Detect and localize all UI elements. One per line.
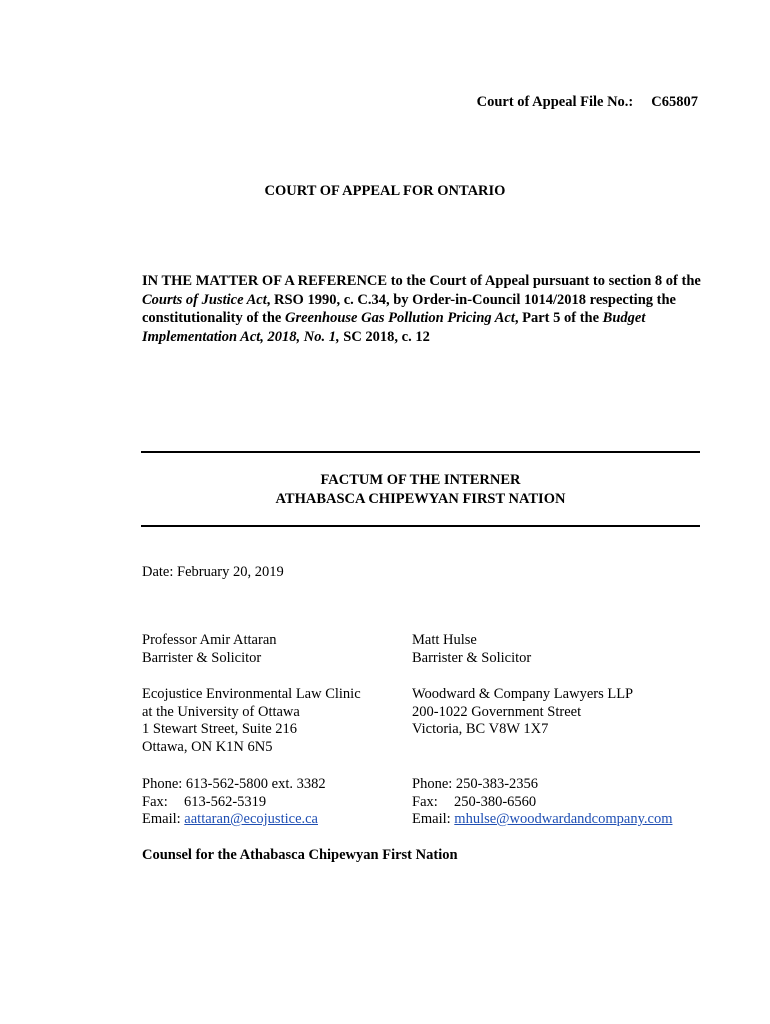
left-counsel-phone: Phone: 613-562-5800 ext. 3382 [142,776,326,792]
matter-text-4: SC 2018, c. 12 [339,328,430,345]
matter-heading [142,272,702,346]
right-counsel-fax-label: Fax: [412,793,438,810]
courts-of-justice-act: Courts of Justice Act [142,291,267,308]
court-title: COURT OF APPEAL FOR ONTARIO [264,183,506,199]
left-counsel-fax-label: Fax: [142,793,168,810]
factum-title-line-2: ATHABASCA CHIPEWYAN FIRST NATION [275,491,566,507]
bottom-divider [141,525,700,527]
counsel-for-line: Counsel for the Athabasca Chipewyan First Nation [142,847,458,863]
left-counsel-email-label: Email: [142,811,185,827]
left-counsel-address-line-2: Ottawa, ON K1N 6N5 [142,738,273,755]
factum-title [141,471,700,509]
ggppa-title: Greenhouse Gas Pollution Pricing Act [284,310,515,326]
matter-text-3: , Part 5 of the [514,310,603,326]
right-counsel-contact-block [412,776,672,829]
left-counsel-email-link[interactable]: aattaran@ecojustice.ca [184,811,318,827]
left-counsel-address-line-1: 1 Stewart Street, Suite 216 [142,721,298,737]
left-counsel-org-line-1: Ecojustice Environmental Law Clinic [142,686,361,702]
right-counsel-phone: Phone: 250-383-2356 [412,776,539,792]
left-counsel-fax: 613-562-5319 [184,793,267,810]
right-counsel-name-block [412,632,531,667]
right-counsel-name: Matt Hulse [412,632,477,648]
matter-text-1: IN THE MATTER OF A REFERENCE to the Court of Appeal pursuant to section 8 of the [142,273,701,289]
left-counsel-role: Barrister & Solicitor [142,649,262,666]
filing-date: Date: February 20, 2019 [142,564,284,580]
left-counsel-contact-block [142,776,326,829]
left-counsel-address-block [142,686,361,756]
right-counsel-role: Barrister & Solicitor [412,649,532,666]
right-counsel-address-line-1: 200-1022 Government Street [412,703,582,720]
right-counsel-fax-line [412,794,672,812]
file-number-value: C65807 [651,94,698,110]
right-counsel-email-link[interactable]: mhulse@woodwardandcompany.com [454,811,673,827]
right-counsel-email-line [412,811,672,829]
top-divider [141,451,700,453]
left-counsel-name-block [142,632,277,667]
factum-title-line-1: FACTUM OF THE INTERNER [320,472,521,488]
left-counsel-email-line [142,811,326,829]
matter-text-2: , RSO 1990, c. C.34, by Order-in-Council 1014/2018 respecting the constitutionality of the [142,291,676,326]
right-counsel-org-line-1: Woodward & Company Lawyers LLP [412,686,634,702]
left-counsel-org-line-2: at the University of Ottawa [142,703,300,720]
budget-act-title: Budget Implementation Act, 2018, No. 1, [142,310,646,345]
file-number-label: Court of Appeal File No.: [476,94,634,110]
left-counsel-fax-line [142,794,326,812]
right-counsel-fax: 250-380-6560 [454,793,537,810]
right-counsel-address-block [412,686,633,739]
left-counsel-name: Professor Amir Attaran [142,632,277,648]
right-counsel-email-label: Email: [412,811,455,827]
court-file-number [477,94,698,111]
right-counsel-address-line-2: Victoria, BC V8W 1X7 [412,721,549,737]
